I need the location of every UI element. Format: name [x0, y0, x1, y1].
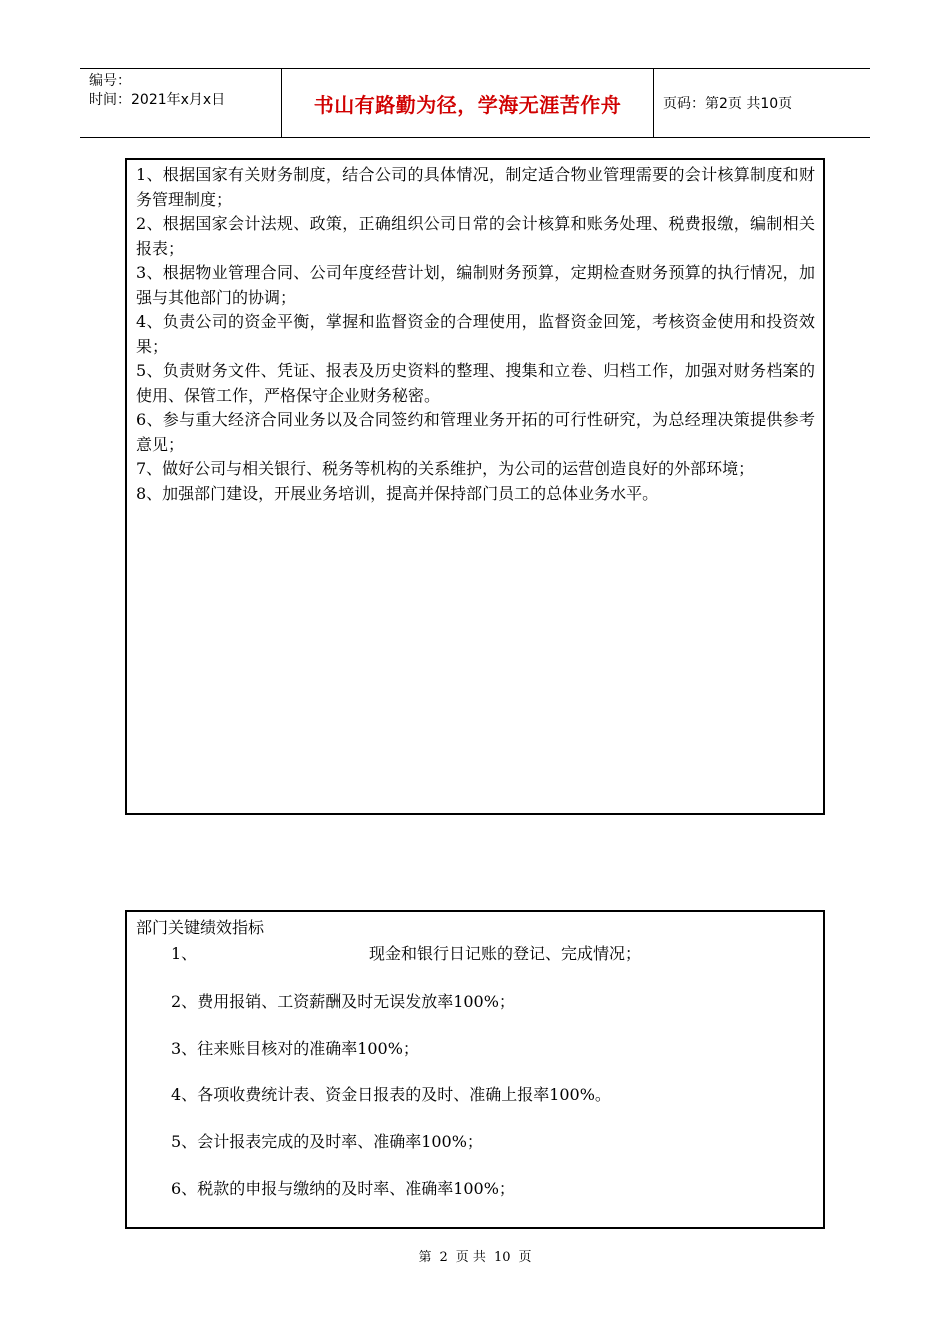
duties-box [125, 158, 825, 815]
kpi-item [171, 1036, 419, 1059]
header-motto-cell [282, 69, 654, 137]
duty-item: 7、做好公司与相关银行、税务等机构的关系维护，为公司的运营创造良好的外部环境； [136, 459, 755, 478]
kpi-item [171, 989, 515, 1012]
footer-suffix: 页 [518, 1250, 532, 1265]
kpi-item-text: 税款的申报与缴纳的及时率、准确率100%； [197, 1179, 515, 1198]
kpi-item-number: 6、 [171, 1179, 198, 1198]
duty-item: 4、负责公司的资金平衡，掌握和监督资金的合理使用，监督资金回笼，考核资金使用和投资效果； [136, 312, 815, 356]
kpi-box [125, 910, 825, 1229]
kpi-item-text: 会计报表完成的及时率、准确率100%； [197, 1132, 483, 1151]
kpi-item [171, 1082, 611, 1105]
footer-total-pages: 10 [493, 1250, 511, 1265]
duty-item: 6、参与重大经济合同业务以及合同签约和管理业务开拓的可行性研究，为总经理决策提供参考意见； [136, 410, 815, 454]
duty-item: 2、根据国家会计法规、政策，正确组织公司日常的会计核算和账务处理、税费报缴，编制相关报表； [136, 214, 815, 258]
page-label: 页码：第2页 共10页 [663, 96, 793, 112]
motto-text: 书山有路勤为径，学海无涯苦作舟 [313, 92, 622, 117]
kpi-item-number: 4、 [171, 1085, 198, 1104]
duty-item: 1、根据国家有关财务制度，结合公司的具体情况，制定适合物业管理需要的会计核算制度和财务管理制度； [136, 165, 815, 209]
kpi-item [171, 1129, 483, 1152]
kpi-item-number: 1、 [171, 944, 198, 963]
kpi-item-text: 费用报销、工资薪酬及时无误发放率100%； [197, 992, 515, 1011]
kpi-item-text: 往来账目核对的准确率100%； [197, 1039, 419, 1058]
kpi-item-number: 2、 [171, 992, 198, 1011]
kpi-item [171, 941, 641, 964]
kpi-item-text: 各项收费统计表、资金日报表的及时、准确上报率100%。 [197, 1085, 611, 1104]
duty-item: 5、负责财务文件、凭证、报表及历史资料的整理、搜集和立卷、归档工作，加强对财务档案的使用、保管工作，严格保守企业财务秘密。 [136, 361, 815, 405]
kpi-title: 部门关键绩效指标 [136, 918, 265, 937]
kpi-item-number: 3、 [171, 1039, 198, 1058]
footer-page-number: 2 [439, 1250, 448, 1265]
kpi-item-number: 5、 [171, 1132, 198, 1151]
duty-item: 3、根据物业管理合同、公司年度经营计划，编制财务预算，定期检查财务预算的执行情况，加强与其他部门的协调； [136, 263, 815, 307]
page-header [80, 68, 870, 138]
footer-mid: 页 共 [455, 1250, 486, 1265]
header-meta [80, 69, 282, 137]
number-label: 编号： [89, 73, 131, 89]
header-page-cell [654, 69, 870, 137]
page-footer [0, 1246, 950, 1265]
kpi-item-text: 现金和银行日记账的登记、完成情况； [369, 944, 642, 963]
footer-prefix: 第 [418, 1250, 432, 1265]
date-label: 时间：2021年x月x日 [89, 92, 226, 108]
duty-item: 8、加强部门建设，开展业务培训，提高并保持部门员工的总体业务水平。 [136, 483, 659, 503]
kpi-item [171, 1176, 515, 1199]
